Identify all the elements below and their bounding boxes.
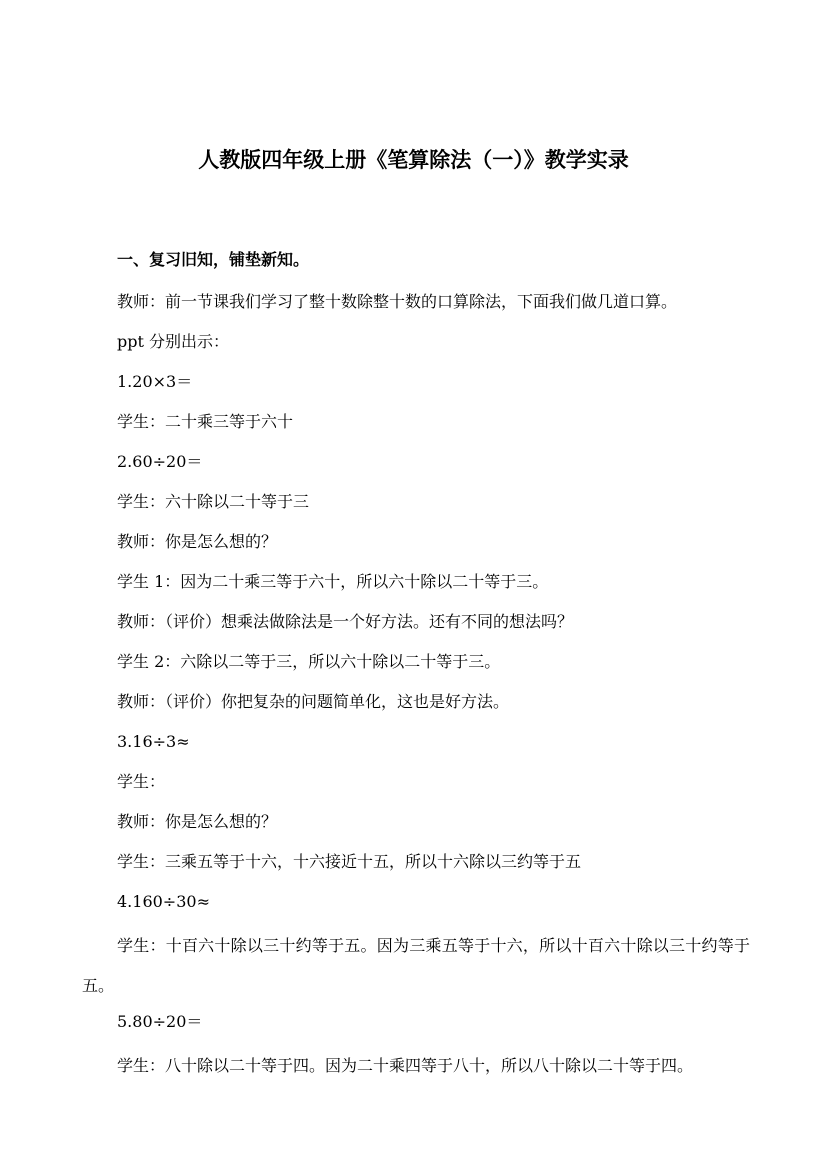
text-line: ppt 分别出示： bbox=[117, 332, 230, 351]
section-heading: 一、复习旧知，铺垫新知。 bbox=[117, 250, 310, 269]
text-line: 学生：二十乘三等于六十 bbox=[117, 412, 294, 431]
text-line: 5.80÷20＝ bbox=[117, 1012, 203, 1031]
text-line: 3.16÷3≈ bbox=[117, 732, 190, 751]
text-paragraph: 学生：八十除以二十等于四。因为二十乘四等于八十，所以八十除以二十等于四。 bbox=[117, 1056, 694, 1075]
text-line: 教师：（评价）想乘法做除法是一个好方法。还有不同的想法吗？ bbox=[117, 612, 574, 631]
text-line: 学生 2：六除以二等于三，所以六十除以二十等于三。 bbox=[117, 652, 501, 671]
text-paragraph: 学生：十百六十除以三十约等于五。因为三乘五等于十六，所以十百六十除以三十约等于五。 bbox=[82, 936, 750, 995]
text-line: 教师：你是怎么想的？ bbox=[117, 812, 278, 831]
text-line: 1.20×3＝ bbox=[117, 372, 193, 391]
text-line: 学生 1：因为二十乘三等于六十，所以六十除以二十等于三。 bbox=[117, 572, 549, 591]
text-line: 4.160÷30≈ bbox=[117, 892, 210, 911]
text-line: 学生：六十除以二十等于三 bbox=[117, 492, 310, 511]
text-line: 教师：你是怎么想的？ bbox=[117, 532, 278, 551]
text-line: 学生： bbox=[117, 772, 166, 791]
text-line: 学生：三乘五等于十六，十六接近十五，所以十六除以三约等于五 bbox=[117, 852, 582, 871]
document-title: 人教版四年级上册《笔算除法（一）》教学实录 bbox=[198, 147, 629, 172]
text-line: 教师：前一节课我们学习了整十数除整十数的口算除法，下面我们做几道口算。 bbox=[117, 292, 678, 311]
text-line: 2.60÷20＝ bbox=[117, 452, 203, 471]
text-line: 教师：（评价）你把复杂的问题简单化，这也是好方法。 bbox=[117, 692, 510, 711]
